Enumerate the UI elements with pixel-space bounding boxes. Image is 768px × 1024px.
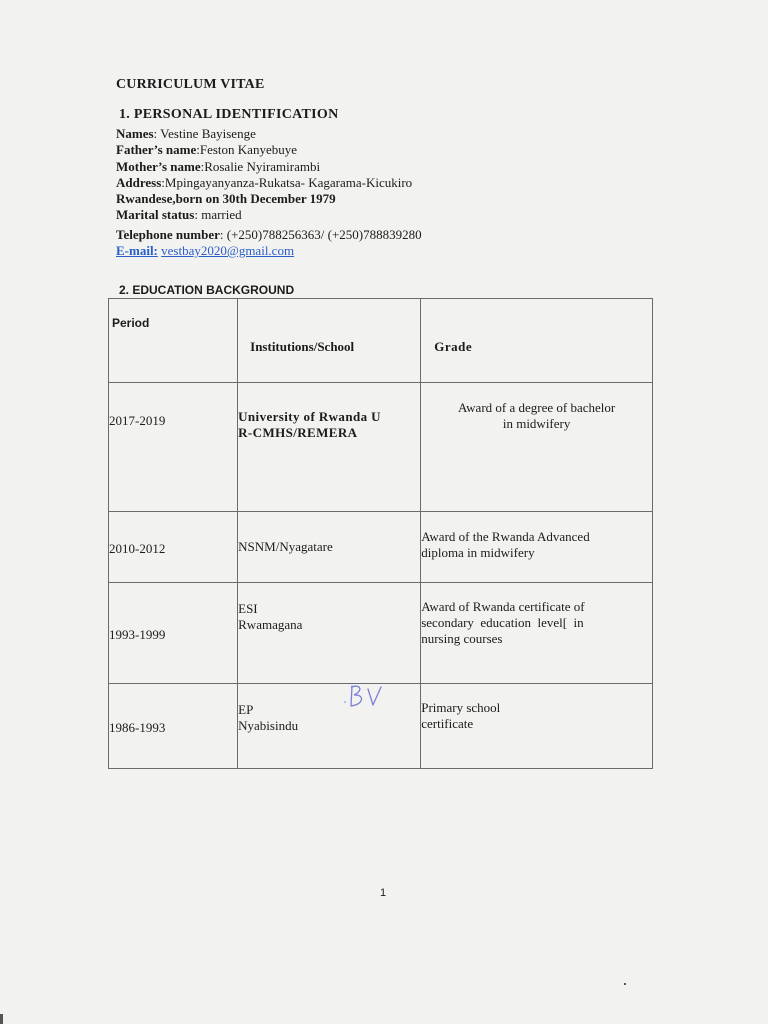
period-cell: 2010-2012 bbox=[109, 512, 238, 583]
table-row bbox=[109, 383, 653, 512]
marital-row bbox=[116, 207, 422, 223]
address-row bbox=[116, 175, 422, 191]
grade-line: Award of a degree of bachelor bbox=[457, 400, 616, 415]
grade-cell bbox=[421, 512, 653, 583]
table-header-row bbox=[109, 299, 653, 383]
period-cell: 1986-1993 bbox=[109, 684, 238, 769]
institution-line: University of Rwanda U bbox=[238, 409, 381, 424]
personal-info-block bbox=[116, 126, 422, 259]
grade-line: Primary school bbox=[421, 700, 501, 715]
header-institution: Institutions/School bbox=[238, 299, 421, 383]
father-label: Father’s name bbox=[116, 142, 197, 158]
mother-label: Mother’s name bbox=[116, 158, 201, 174]
grade-line: Award of the Rwanda Advanced bbox=[421, 529, 590, 544]
grade-line: secondary education level[ in bbox=[421, 615, 584, 630]
handwritten-initials bbox=[340, 682, 390, 712]
table-row bbox=[109, 583, 653, 684]
institution-cell bbox=[238, 583, 421, 684]
institution-line: NSNM/Nyagatare bbox=[238, 539, 333, 554]
institution-line: R-CMHS/REMERA bbox=[238, 425, 358, 440]
names-value: : Vestine Bayisenge bbox=[153, 126, 256, 141]
grade-line: Award of Rwanda certificate of bbox=[421, 599, 585, 614]
grade-line: diploma in midwifery bbox=[421, 545, 535, 560]
father-value: :Feston Kanyebuye bbox=[196, 142, 297, 158]
grade-line: nursing courses bbox=[421, 631, 503, 646]
period-cell: 1993-1999 bbox=[109, 583, 238, 684]
marital-value: : married bbox=[194, 207, 242, 223]
grade-cell bbox=[421, 383, 653, 512]
header-grade: Grade bbox=[421, 299, 653, 383]
grade-cell bbox=[421, 684, 653, 769]
grade-line: in midwifery bbox=[502, 416, 571, 431]
father-row bbox=[116, 142, 422, 158]
birth-row bbox=[116, 191, 422, 207]
document-title: CURRICULUM VITAE bbox=[116, 77, 265, 92]
page-number: 1 bbox=[380, 887, 387, 899]
grade-line: certificate bbox=[421, 716, 474, 731]
email-link[interactable]: vestbay2020@gmail.com bbox=[161, 243, 295, 259]
names-row bbox=[116, 126, 422, 142]
institution-cell bbox=[238, 684, 421, 769]
marital-label: Marital status bbox=[116, 207, 195, 223]
institution-line: EP bbox=[238, 702, 254, 717]
institution-line: ESI bbox=[238, 601, 258, 616]
scan-speck bbox=[624, 983, 626, 985]
institution-cell bbox=[238, 512, 421, 583]
period-cell: 2017-2019 bbox=[109, 383, 238, 512]
email-row bbox=[116, 243, 422, 259]
phone-value: : (+250)788256363/ (+250)788839280 bbox=[219, 226, 422, 242]
personal-identification-heading: 1. PERSONAL IDENTIFICATION bbox=[119, 107, 339, 122]
address-value: :Mpingayanyanza-Rukatsa- Kagarama-Kicukiro bbox=[161, 174, 413, 190]
birth-text: Rwandese,born on 30th December 1979 bbox=[116, 191, 336, 207]
mother-row bbox=[116, 159, 422, 175]
address-label: Address bbox=[116, 174, 162, 190]
phone-label: Telephone number bbox=[116, 226, 220, 242]
names-label: Names bbox=[116, 126, 154, 141]
education-background-heading: 2. EDUCATION BACKGROUND bbox=[119, 283, 295, 297]
header-period: Period bbox=[109, 299, 238, 383]
institution-line: Nyabisindu bbox=[238, 718, 299, 733]
grade-cell bbox=[421, 583, 653, 684]
phone-row bbox=[116, 227, 422, 243]
email-label: E-mail: bbox=[116, 243, 158, 259]
scan-mark bbox=[0, 1014, 3, 1024]
mother-value: :Rosalie Nyiramirambi bbox=[200, 158, 321, 174]
institution-line: Rwamagana bbox=[238, 617, 303, 632]
institution-cell bbox=[238, 383, 421, 512]
table-row bbox=[109, 512, 653, 583]
